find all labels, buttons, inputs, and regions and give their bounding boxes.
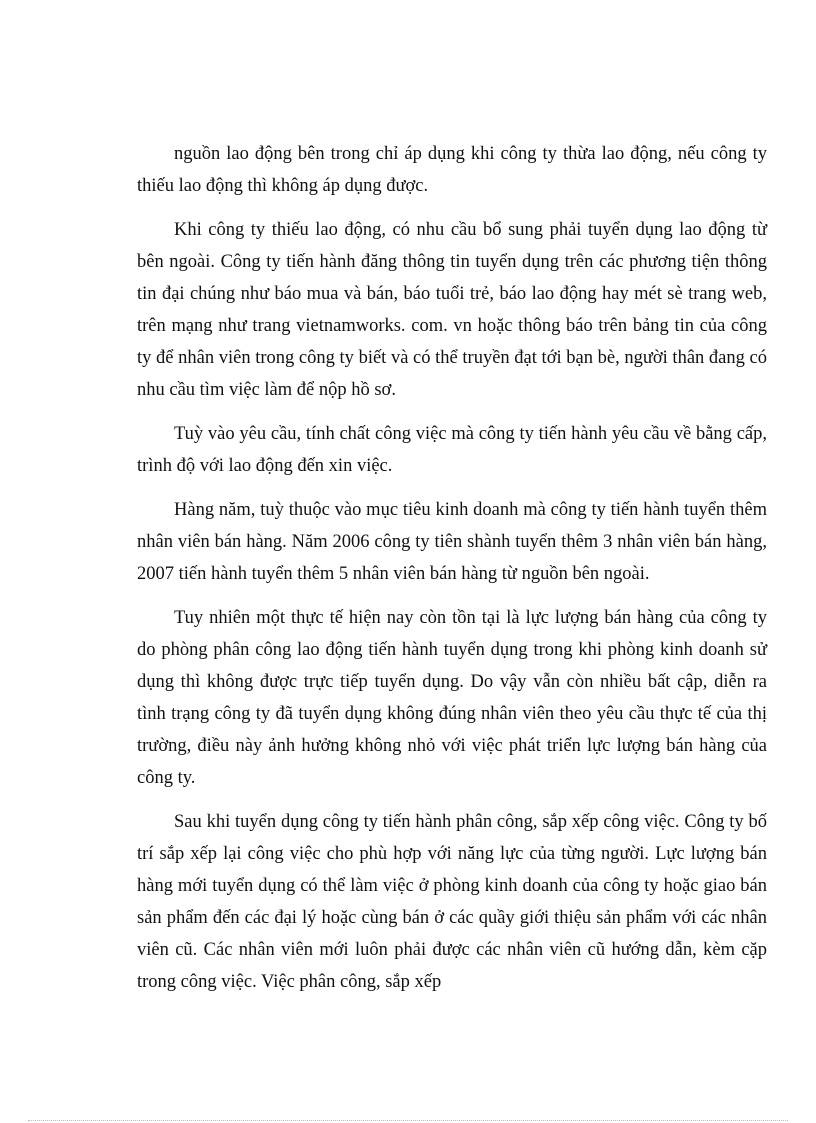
page-bottom-divider — [28, 1120, 788, 1121]
paragraph-3: Tuỳ vào yêu cầu, tính chất công việc mà công ty tiến hành yêu cầu về bằng cấp, trình độ với lao động đến xin việc. — [137, 424, 767, 476]
document-body — [137, 138, 767, 1010]
paragraph-2: Khi công ty thiếu lao động, có nhu cầu bổ sung phải tuyển dụng lao động từ bên ngoài. Công ty tiến hành đăng thông tin tuyển dụng trên các phương tiện thông tin đại chúng như báo mua và bán, báo tuổi trẻ, báo lao động hay mét sè trang web, trên mạng như trang vietnamworks. com. vn hoặc thông báo trên bảng tin của công ty để nhân viên trong công ty biết và có thể truyền đạt tới bạn bè, người thân đang có nhu cầu tìm việc làm để nộp hồ sơ. — [137, 220, 767, 400]
paragraph-5: Tuy nhiên một thực tế hiện nay còn tồn tại là lực lượng bán hàng của công ty do phòng phân công lao động tiến hành tuyển dụng trong khi phòng kinh doanh sử dụng thì không được trực tiếp tuyển dụng. Do vậy vẫn còn nhiều bất cập, diễn ra tình trạng công ty đã tuyển dụng không đúng nhân viên theo yêu cầu thực tế của thị trường, điều này ảnh hưởng không nhỏ với việc phát triển lực lượng bán hàng của công ty. — [137, 608, 767, 788]
paragraph-1: nguồn lao động bên trong chỉ áp dụng khi công ty thừa lao động, nếu công ty thiếu lao động thì không áp dụng được. — [137, 144, 767, 196]
paragraph-4: Hàng năm, tuỳ thuộc vào mục tiêu kinh doanh mà công ty tiến hành tuyển thêm nhân viên bán hàng. Năm 2006 công ty tiên shành tuyển thêm 3 nhân viên bán hàng, 2007 tiến hành tuyển thêm 5 nhân viên bán hàng từ nguồn bên ngoài. — [137, 500, 767, 584]
paragraph-6: Sau khi tuyển dụng công ty tiến hành phân công, sắp xếp công việc. Công ty bố trí sắp xếp lại công việc cho phù hợp với năng lực của từng người. Lực lượng bán hàng mới tuyển dụng có thể làm việc ở phòng kinh doanh của công ty hoặc giao bán sản phẩm đến các đại lý hoặc cùng bán ở các quầy giới thiệu sản phẩm với các nhân viên cũ. Các nhân viên mới luôn phải được các nhân viên cũ hướng dẫn, kèm cặp trong công việc. Việc phân công, sắp xếp — [137, 812, 767, 992]
